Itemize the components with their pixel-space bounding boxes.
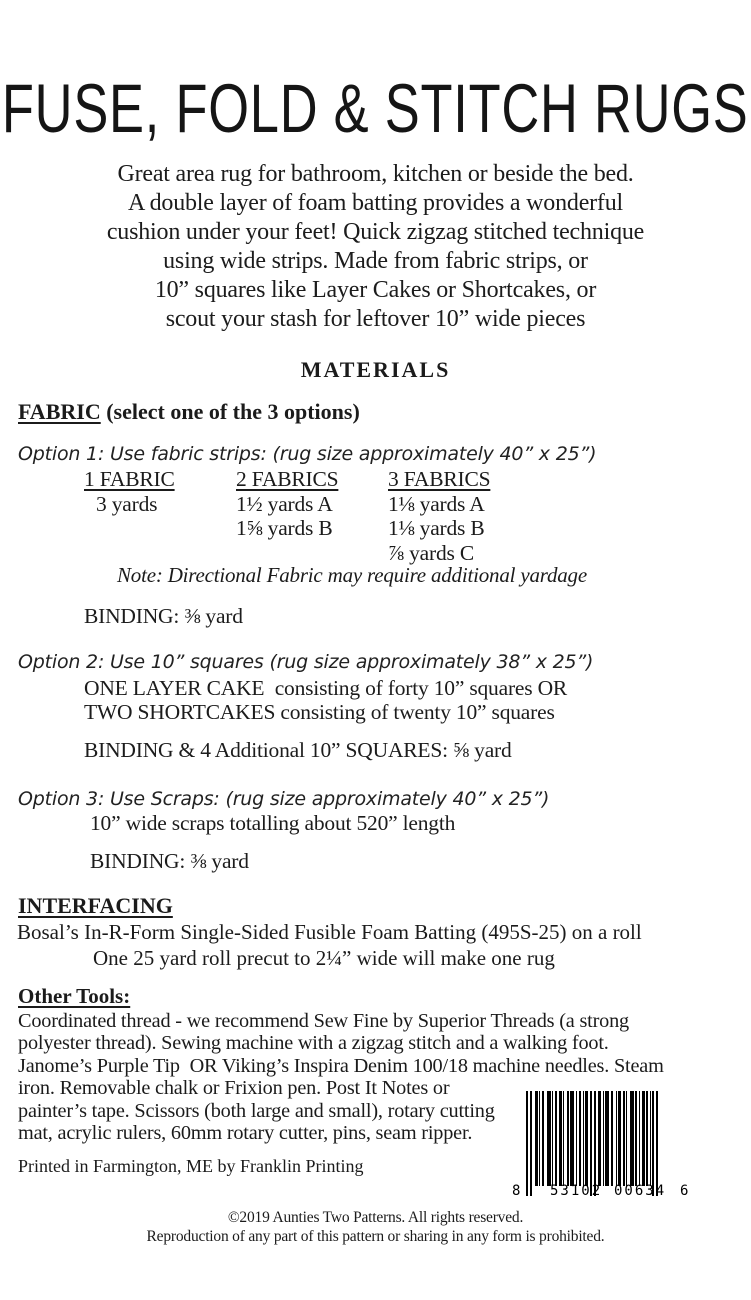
table-cell: ⅞ yards C (388, 540, 474, 565)
table-cell: 1½ yards A (236, 491, 333, 516)
intro-line: Great area rug for bathroom, kitchen or beside the bed. (117, 161, 634, 187)
option3-label: Option 3: Use Scraps: (rug size approximately 40” x 25”) (18, 788, 550, 810)
materials-heading: MATERIALS (300, 357, 451, 382)
printer-credit: Printed in Farmington, ME by Franklin Printing (18, 1156, 364, 1176)
copyright-line: ©2019 Aunties Two Patterns. All rights reserved. (227, 1209, 524, 1226)
table-cell: 1⅝ yards B (236, 516, 333, 540)
directional-fabric-note: Note: Directional Fabric may require additional yardage (117, 563, 587, 587)
option2-binding: BINDING & 4 Additional 10” SQUARES: ⅝ yard (84, 738, 512, 762)
fabric-heading-line (18, 399, 360, 425)
barcode-bars (526, 1091, 674, 1198)
tools-line: polyester thread). Sewing machine with a zigzag stitch and a walking foot. (18, 1032, 609, 1055)
other-tools-heading: Other Tools: (18, 984, 131, 1008)
barcode-digit-group2: 00634 (614, 1183, 667, 1199)
option2-line1: ONE LAYER CAKE consisting of forty 10” squares OR (84, 676, 568, 700)
upc-barcode (512, 1091, 692, 1207)
intro-line: scout your stash for leftover 10” wide pieces (165, 306, 586, 332)
title-row (0, 70, 751, 147)
option2-label: Option 2: Use 10” squares (rug size approximately 38” x 25”) (18, 651, 594, 673)
interfacing-line1: Bosal’s In-R-Form Single-Sided Fusible Foam Batting (495S-25) on a roll (17, 920, 642, 944)
barcode-digit-left: 8 (512, 1183, 523, 1199)
column-header: 2 FABRICS (236, 467, 339, 491)
intro-line: cushion under your feet! Quick zigzag stitched technique (106, 219, 645, 245)
table-cell: 1⅛ yards B (388, 516, 485, 540)
option2-line2: TWO SHORTCAKES consisting of twenty 10” squares (84, 700, 555, 724)
page-title: FUSE, FOLD & STITCH RUGS (2, 70, 749, 147)
tools-line: mat, acrylic rulers, 60mm rotary cutter, pins, seam ripper. (18, 1122, 473, 1145)
option3-binding: BINDING: ⅜ yard (90, 849, 249, 873)
tools-line: iron. Removable chalk or Frixion pen. Post It Notes or (18, 1077, 450, 1100)
tools-line: Janome’s Purple Tip OR Viking’s Inspira Denim 100/18 machine needles. Steam (18, 1054, 664, 1077)
option1-label: Option 1: Use fabric strips: (rug size approximately 40” x 25”) (18, 443, 597, 465)
barcode-digit-group1: 53102 (550, 1183, 603, 1199)
intro-line: A double layer of foam batting provides a wonderful (128, 190, 623, 216)
yardage-column-3 (388, 467, 490, 565)
option3-line1: 10” wide scraps totalling about 520” length (90, 811, 456, 835)
tools-line: painter’s tape. Scissors (both large and small), rotary cutting (18, 1099, 495, 1122)
fabric-heading-suffix: (select one of the 3 options) (100, 399, 360, 424)
intro-line: 10” squares like Layer Cakes or Shortcakes, or (154, 277, 597, 303)
intro-paragraph (0, 160, 751, 334)
barcode-digit-right: 6 (680, 1183, 691, 1199)
yardage-column-2 (236, 467, 338, 541)
interfacing-heading: INTERFACING (18, 893, 173, 918)
tools-line: Coordinated thread - we recommend Sew Fine by Superior Threads (a strong (18, 1010, 629, 1032)
intro-line: using wide strips. Made from fabric strips, or (163, 248, 588, 274)
column-header: 3 FABRICS (388, 467, 491, 491)
table-cell: 3 yards (96, 491, 158, 516)
column-header: 1 FABRIC (84, 467, 175, 491)
option1-binding: BINDING: ⅜ yard (84, 604, 243, 628)
fabric-heading: FABRIC (18, 399, 101, 424)
interfacing-line2: One 25 yard roll precut to 2¼” wide will make one rug (93, 946, 555, 970)
table-cell: 1⅛ yards A (388, 491, 485, 516)
reproduction-notice: Reproduction of any part of this pattern or sharing in any form is prohibited. (146, 1228, 605, 1245)
yardage-column-1 (84, 467, 175, 516)
